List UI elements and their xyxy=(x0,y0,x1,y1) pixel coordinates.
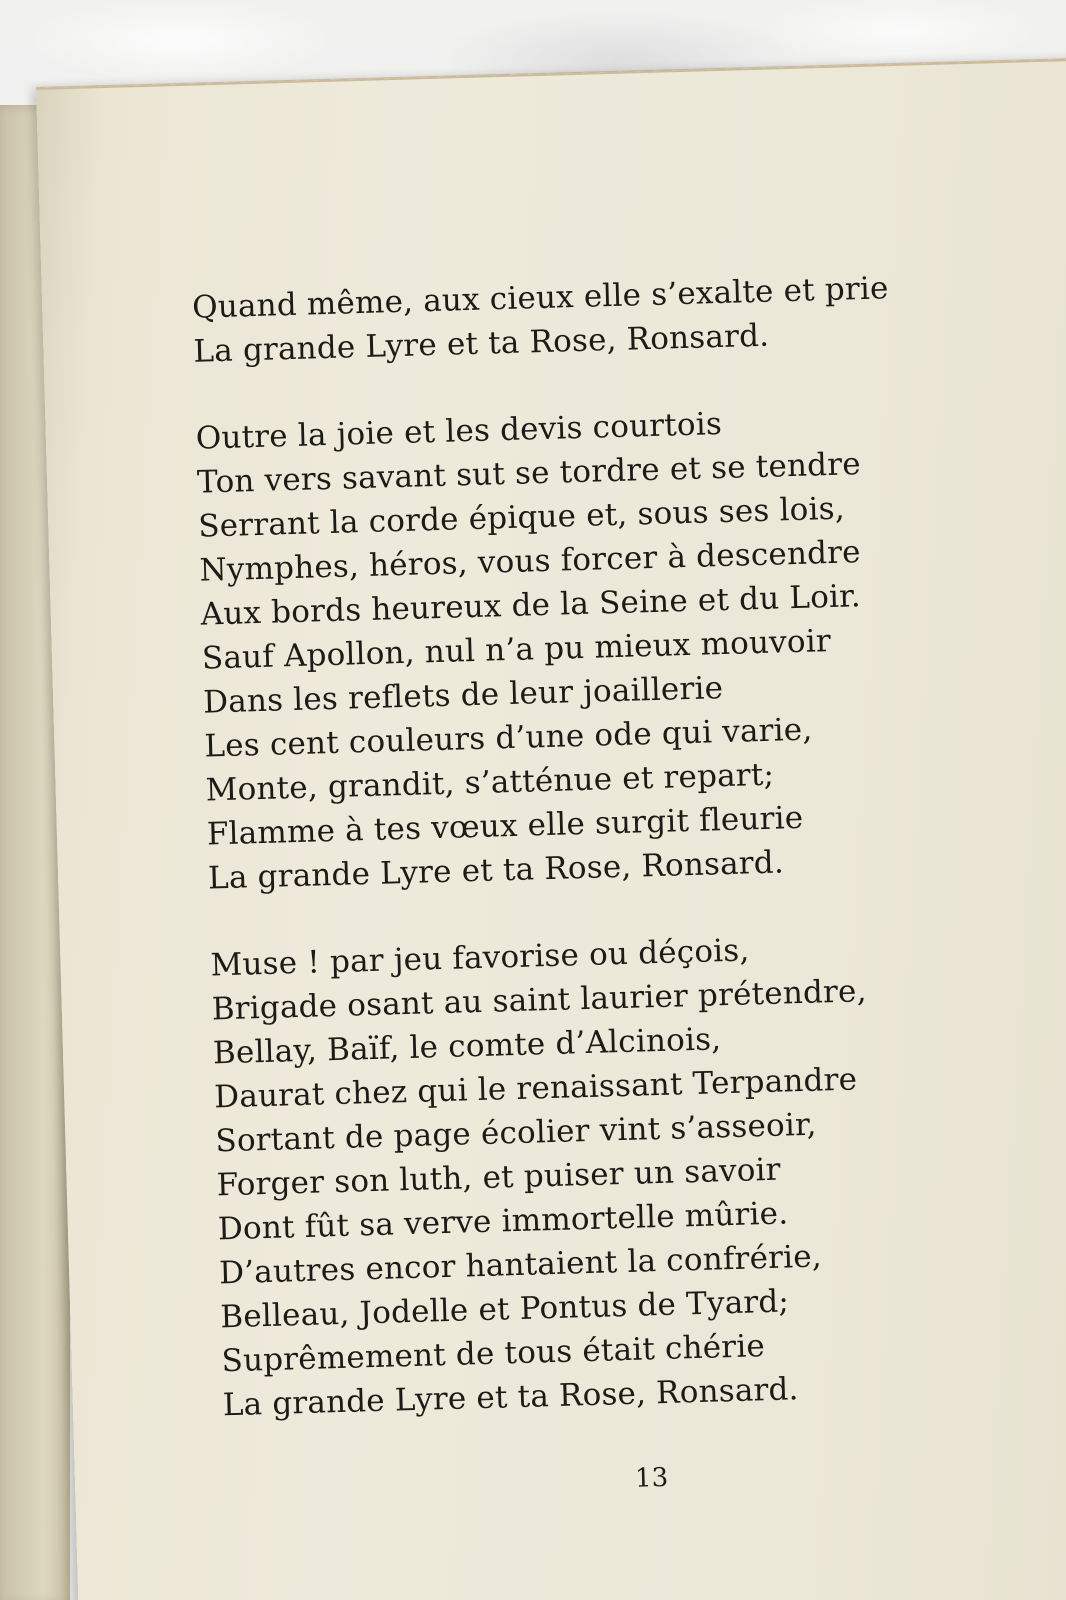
poem-line: La grande Lyre et ta Rose, Ronsard. xyxy=(207,844,785,897)
poem-line: Suprêmement de tous était chérie xyxy=(221,1328,766,1380)
poem-line: Dans les reflets de leur joaillerie xyxy=(202,670,724,721)
poem-line: Aux bords heureux de la Seine et du Loir. xyxy=(200,578,862,633)
poem-line: Muse ! par jeu favorise ou déçois, xyxy=(210,932,750,984)
poem-line: Les cent couleurs d’une ode qui varie, xyxy=(203,711,813,765)
poem-line: Quand même, aux cieux elle s’exalte et prie xyxy=(191,270,890,326)
poem-line: Monte, grandit, s’atténue et repart; xyxy=(205,756,775,809)
stanza-3 xyxy=(210,923,943,1427)
stanza-2 xyxy=(195,397,928,901)
book-page xyxy=(36,58,1066,1600)
poem-line: Sortant de page écolier vint s’asseoir, xyxy=(214,1106,818,1160)
poem-line: Outre la joie et les devis courtois xyxy=(195,405,723,457)
poem-line: Daurat chez qui le renaissant Terpandre xyxy=(213,1061,858,1116)
poem-line: Forger son luth, et puiser un savoir xyxy=(216,1151,782,1204)
page-number: 13 xyxy=(634,1462,669,1494)
poem-line: La grande Lyre et ta Rose, Ronsard. xyxy=(192,317,770,370)
poem-line: Nymphes, héros, vous forcer à descendre xyxy=(199,534,862,589)
poem-line: Brigade osant au saint laurier prétendre, xyxy=(211,973,868,1028)
poem-line: Dont fût sa verve immortelle mûrie. xyxy=(217,1195,789,1248)
stanza-1 xyxy=(192,266,914,374)
poem-line: D’autres encor hantaient la confrérie, xyxy=(218,1238,823,1292)
poem-line: Bellay, Baïf, le comte d’Alcinois, xyxy=(212,1021,722,1072)
poem-line: Ton vers savant sut se tordre et se tendre xyxy=(196,446,862,501)
poem-line: La grande Lyre et ta Rose, Ronsard. xyxy=(222,1371,800,1424)
poem-text xyxy=(192,266,945,1471)
poem-line: Flamme à tes vœux elle surgit fleurie xyxy=(206,799,804,853)
poem-line: Belleau, Jodelle et Pontus de Tyard; xyxy=(219,1283,790,1336)
poem-line: Serrant la corde épique et, sous ses lois, xyxy=(197,490,846,545)
poem-line: Sauf Apollon, nul n’a pu mieux mouvoir xyxy=(201,623,832,677)
